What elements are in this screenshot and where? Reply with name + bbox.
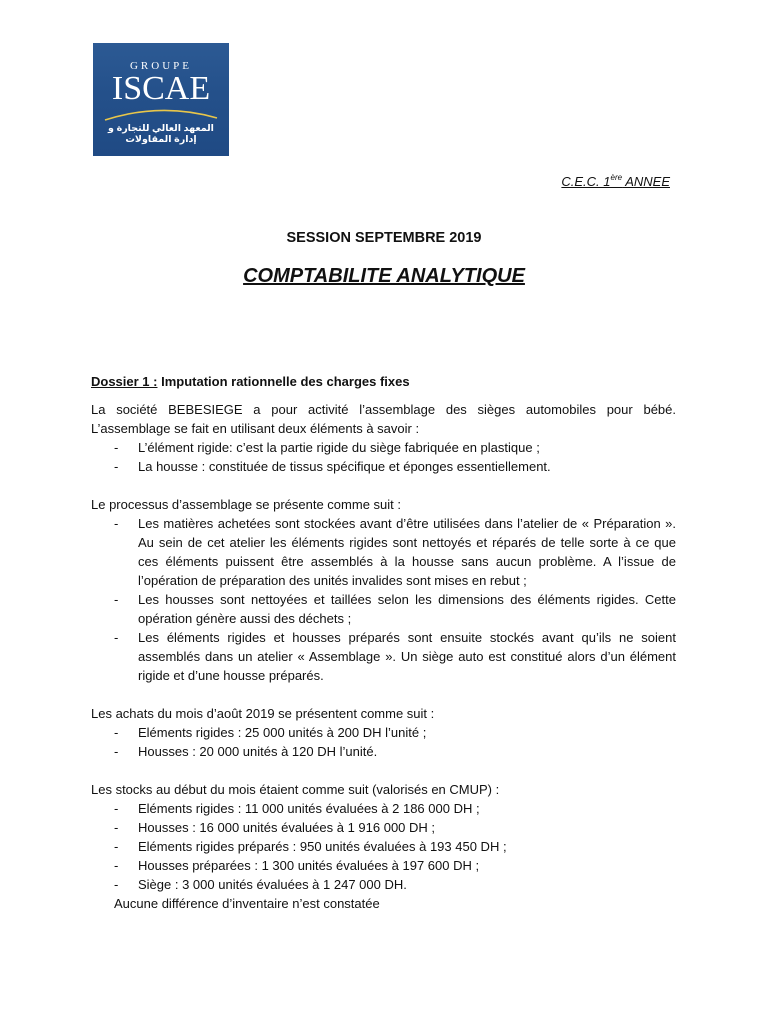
list-item: - Eléments rigides préparés : 950 unités évaluées à 193 450 DH ; <box>138 837 676 856</box>
inventory-note: Aucune différence d’inventaire n’est constatée <box>114 896 380 911</box>
stocks-intro: Les stocks au début du mois étaient comme suit (valorisés en CMUP) : <box>91 782 500 797</box>
class-sup: ère <box>610 173 623 182</box>
process-intro: Le processus d’assemblage se présente comme suit : <box>91 497 401 512</box>
intro-paragraph: La société BEBESIEGE a pour activité l’assemblage des sièges automobiles pour bébé. L’assemblage se fait en utilisant deux éléments à savoir : <box>91 402 676 436</box>
list-item: - Eléments rigides : 25 000 unités à 200 DH l’unité ; <box>138 723 676 742</box>
list-item: - Les housses sont nettoyées et taillées selon les dimensions des éléments rigides. Cette opération génère aussi des déchets ; <box>138 590 676 628</box>
logo-groupe-text: GROUPE <box>129 60 192 72</box>
list-item: - Les éléments rigides et housses préparés sont ensuite stockés avant qu’ils ne soient assemblés dans un atelier « Assemblage ». Un siège auto est constitué alors d’un élément rigide et d’une housse préparés. <box>138 628 676 685</box>
process-list <box>91 514 676 685</box>
iscae-logo <box>93 43 229 156</box>
list-item: - Housses : 16 000 unités évaluées à 1 916 000 DH ; <box>138 818 676 837</box>
logo-iscae-text: ISCAE <box>111 70 211 107</box>
list-item: - Les matières achetées sont stockées avant d’être utilisées dans l’atelier de « Préparation ». Au sein de cet atelier les éléments rigides sont nettoyés et réparés de telle sorte à ce que ces éléments puissent être assemblés à la housse sans aucun problème. A l’issue de l’opération de préparation des unités invalides sont mises en rebut ; <box>138 514 676 590</box>
purchases-list <box>91 723 676 761</box>
logo-swoosh-icon <box>103 106 219 122</box>
document-body <box>91 372 676 913</box>
list-item: - Siège : 3 000 unités évaluées à 1 247 000 DH. <box>138 875 676 894</box>
list-item: - Housses : 20 000 unités à 120 DH l’unité. <box>138 742 676 761</box>
list-item: - L’élément rigide: c’est la partie rigide du siège fabriquée en plastique ; <box>138 438 676 457</box>
list-item: - Housses préparées : 1 300 unités évaluées à 197 600 DH ; <box>138 856 676 875</box>
list-item: - Eléments rigides : 11 000 unités évaluées à 2 186 000 DH ; <box>138 799 676 818</box>
dossier-heading <box>91 372 676 391</box>
class-text: C.E.C. 1 <box>561 174 611 189</box>
session-heading: SESSION SEPTEMBRE 2019 <box>286 230 482 246</box>
dossier-title: Imputation rationnelle des charges fixes <box>157 374 410 389</box>
class-level <box>540 173 670 189</box>
elements-list <box>91 438 676 476</box>
dossier-label: Dossier 1 : <box>91 374 158 389</box>
logo-arabic-text: المعهد العالي للتجارة و إدارة المقاولات <box>108 123 214 145</box>
stocks-list <box>91 799 676 894</box>
list-item: - La housse : constituée de tissus spécifique et éponges essentiellement. <box>138 457 676 476</box>
purchases-intro: Les achats du mois d’août 2019 se présentent comme suit : <box>91 706 435 721</box>
class-suffix: ANNEE <box>622 174 670 189</box>
page-title: COMPTABILITE ANALYTIQUE <box>243 265 525 287</box>
